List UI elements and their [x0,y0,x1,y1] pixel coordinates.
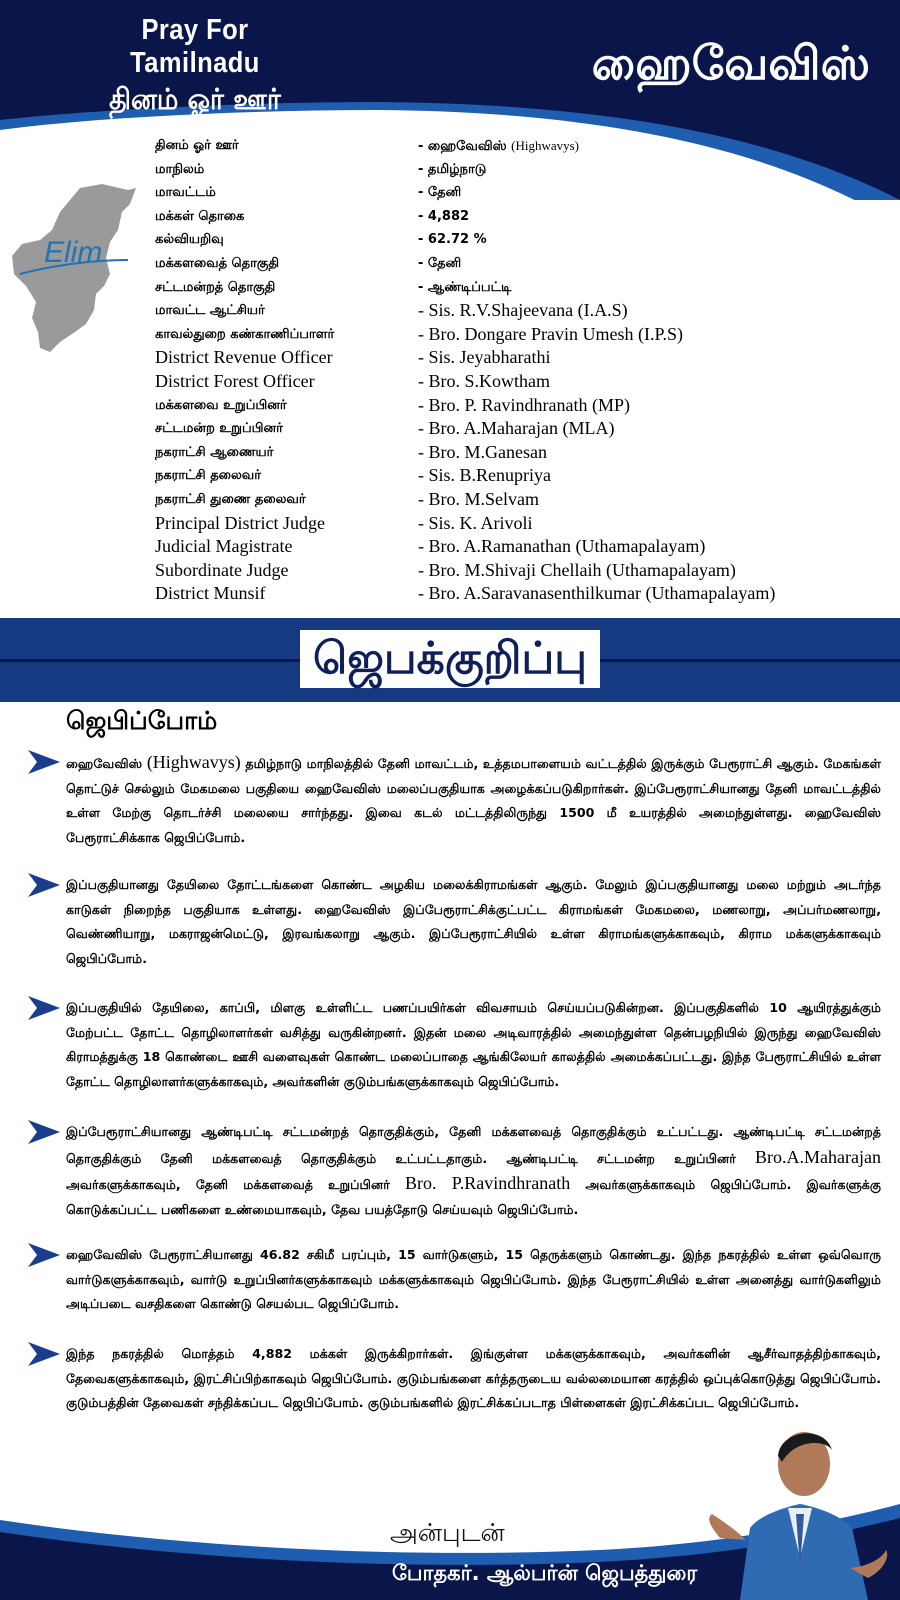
info-label: கல்வியறிவு [155,232,224,248]
info-value: - தேனி [418,185,462,201]
info-row [155,512,895,536]
header-tagline [80,14,310,120]
info-label: Subordinate Judge [155,559,289,580]
info-row [155,346,895,370]
info-value: - தேனி [418,255,462,271]
info-value [418,134,579,159]
info-value: - Bro. P. Ravindhranath (MP) [418,394,630,415]
header-line2: தினம் ஓர் ஊர் [109,82,281,116]
info-value: - ஆண்டிப்பட்டி [418,279,512,295]
paragraph-english-text: Bro.A.Maharajan [755,1146,881,1167]
band-divider-left [0,659,300,662]
info-value-text: - ஹைவேவிஸ் [418,139,512,154]
town-title: ஹைவேவிஸ் [591,36,870,90]
arrow-bullet-icon [28,1342,60,1366]
info-label: District Forest Officer [155,370,315,391]
prayer-subtitle: ஜெபிப்போம் [66,706,218,735]
info-value: - Sis. Jeyabharathi [418,347,551,368]
info-row [155,370,895,394]
info-row [155,299,895,323]
info-row [155,535,895,559]
info-value-extra: (Highwavys) [511,138,579,153]
info-label: District Munsif [155,583,266,604]
paragraph-text: அவர்களுக்காகவும், தேனி மக்களவைத் உறுப்பினர் [66,1177,405,1192]
prayer-paragraph [66,750,881,850]
info-value: - Bro. A.Ramanathan (Uthamapalayam) [418,536,706,557]
info-label: Principal District Judge [155,512,325,533]
map-label: Elim [44,236,103,269]
paragraph-text: இப்பேரூராட்சியானது ஆண்டிபட்டி சட்டமன்றத் தொகுதிக்கும், தேனி மக்களவைத் தொகுதிக்கும் உட்பட்டது. ஆண்டிபட்டி சட்டமன்றத் தொகுதிக்கும் தேனி மக்களவைத் தொகுதிக்கும் உட்பட்டதாகும். ஆண்டிபட்டி சட்டமன்ற உறுப்பினர் [66,1124,881,1166]
signoff-text: அன்புடன் [390,1518,505,1547]
info-row [155,559,895,583]
info-row [155,323,895,347]
paragraph-english-text: (Highwavys) [146,752,241,772]
info-value: - Bro. M.Ganesan [418,441,547,462]
paragraph-text: ஹைவேவிஸ் [66,756,147,771]
info-label: மக்கள் தொகை [155,208,245,224]
info-row [155,464,895,488]
info-label: நகராட்சி தலைவர் [155,468,262,484]
paragraph-text: தமிழ்நாடு மாநிலத்தில் தேனி மாவட்டம், உத்தமபாளையம் வட்டத்தில் இருக்கும் பேரூராட்சி ஆகும். மேகங்கள் தொட்டுச் செல்லும் மேகமலை பகுதியை ஹைவேவிஸ் மலைப்பகுதியாக அழைக்கப்படுகிறார்கள். இப்பேரூராட்சியானது தேனி மாவட்டத்தில் உள்ள மேற்கு தொடர்ச்சி மலையை சார்ந்தது. இவை கடல் மட்டத்திலிருந்து 1500 மீ உயரத்தில் அமைந்துள்ளது. ஹைவேவிஸ் பேரூராட்சிக்காக ஜெபிப்போம். [66,756,881,845]
arrow-bullet-icon [28,873,60,897]
info-value: - Bro. M.Shivaji Chellaih (Uthamapalayam) [418,559,736,580]
info-row [155,582,895,606]
info-label: சட்டமன்றத் தொகுதி [155,279,276,295]
prayer-paragraph: இந்த நகரத்தில் மொத்தம் 4,882 மக்கள் இருக்கிறார்கள். இங்குள்ள மக்களுக்காகவும், அவர்களின் ஆசீர்வாதத்திற்காகவும், தேவைகளுக்காகவும், இரட்சிப்பிற்காகவும் ஜெபிப்போம். குடும்பங்களை கர்த்தருடைய வல்லமையான கரத்தில் ஒப்புக்கொடுத்து ஜெபிப்போம். குடும்பத்தின் தேவைகள் சந்திக்கப்பட ஜெபிப்போம். குடும்பங்களில் இரட்சிக்கப்படாத பிள்ளைகள் இரட்சிக்கப்பட ஜெபிப்போம். [66,1346,881,1410]
info-label: மாவட்டம் [155,185,216,201]
info-value: - Sis. K. Arivoli [418,512,533,533]
info-value: - 62.72 % [418,232,487,248]
info-row [155,488,895,512]
paragraph-text: அவர்களுக்காகவும் ஜெபிப்போம். இவர்களுக்கு கொடுக்கப்பட்ட பணிகளை உண்மையாகவும், தேவ பயத்தோடு செய்யவும் ஜெபிப்போம். [66,1177,881,1217]
pastor-name: போதகர். ஆல்பர்ன் ஜெபத்துரை [392,1561,698,1585]
header-line1: Pray For Tamilnadu [130,14,260,79]
arrow-bullet-icon [28,1243,60,1267]
paragraph-english-text: Bro. P.Ravindhranath [404,1173,571,1193]
prayer-paragraph [66,1120,881,1222]
info-row [155,228,895,252]
prayer-paragraph: இப்பகுதியில் தேயிலை, காப்பி, மிளகு உள்ளிட்ட பணப்பயிர்கள் விவசாயம் செய்யப்படுகின்றன. இப்பகுதிகளில் 10 ஆயிரத்துக்கும் மேற்பட்ட தோட்ட தொழிலாளர்கள் வசித்து வருகின்றனர். இதன் மலை அடிவாரத்தில் அமைந்துள்ள தென்பழநியில் இருந்து ஹைவேவிஸ் கிராமத்துக்கு 18 கொண்டை ஊசி வளைவுகள் கொண்ட மலைப்பாதை ஆங்கிலேயர் காலத்தில் அமைக்கப்பட்டது. இந்த பேரூராட்சியில் உள்ள தோட்ட தொழிலாளர்களுக்காகவும், அவர்களின் குடும்பங்களுக்காகவும் ஜெபிப்போம். [66,1000,881,1089]
info-label: நகராட்சி துணை தலைவர் [155,491,306,507]
info-label: நகராட்சி ஆணையர் [155,444,274,460]
info-value: - Bro. A.Maharajan (MLA) [418,418,615,439]
info-value: - Sis. R.V.Shajeevana (I.A.S) [418,300,628,321]
info-label: மக்களவைத் தொகுதி [155,255,280,271]
info-row [155,417,895,441]
info-value: - தமிழ்நாடு [418,161,487,177]
prayer-band [0,618,900,702]
info-label: District Revenue Officer [155,347,333,368]
info-row [155,158,895,182]
prayer-paragraph: இப்பகுதியானது தேயிலை தோட்டங்களை கொண்ட அழகிய மலைக்கிராமங்கள் ஆகும். மேலும் இப்பகுதியானது மலை மற்றும் அடர்ந்த காடுகள் நிறைந்த பகுதியாக உள்ளது. ஹைவேவிஸ் இப்பேரூராட்சிக்குட்பட்ட கிராமங்கள் மேகமலை, மணலாறு, அப்பர்மணலாறு, வெண்ணியாறு, மகராஜன்மெட்டு, இரவங்கலாறு ஆகும். இப்பேரூராட்சியில் உள்ள கிராமங்களுக்காகவும், கிராம மக்களுக்காகவும் ஜெபிப்போம். [66,877,881,966]
town-info-table [155,134,895,606]
info-value: - 4,882 [418,208,470,224]
info-value: - Bro. S.Kowtham [418,370,550,391]
info-row [155,134,895,158]
info-label: மாவட்ட ஆட்சியர் [155,303,265,319]
info-value: - Sis. B.Renupriya [418,465,551,486]
info-label: மாநிலம் [155,161,205,177]
arrow-bullet-icon [28,1120,60,1144]
info-value: - Bro. Dongare Pravin Umesh (I.P.S) [418,323,683,344]
info-row [155,181,895,205]
arrow-bullet-icon [28,996,60,1020]
info-label: மக்களவை உறுப்பினர் [155,397,287,413]
info-row [155,276,895,300]
prayer-band-title: ஜெபக்குறிப்பு [300,630,600,688]
info-label: சட்டமன்ற உறுப்பினர் [155,421,283,437]
info-row [155,394,895,418]
arrow-bullet-icon [28,750,60,774]
info-row [155,252,895,276]
pastor-photo [700,1418,900,1600]
info-row [155,205,895,229]
info-row [155,441,895,465]
band-divider-right [600,659,900,662]
info-label: காவல்துறை கண்காணிப்பாளர் [155,326,335,342]
info-label: தினம் ஓர் ஊர் [155,138,239,153]
info-value: - Bro. M.Selvam [418,488,539,509]
prayer-paragraph: ஹைவேவிஸ் பேரூராட்சியானது 46.82 சகிமீ பரப்பும், 15 வார்டுகளும், 15 தெருக்களும் கொண்டது. இந்த நகரத்தில் உள்ள ஒவ்வொரு வார்டுகளுக்காகவும், வார்டு உறுப்பினர்களுக்காகவும் மக்களுக்காகவும் ஜெபிப்போம். இந்த பேரூராட்சியில் உள்ள அனைத்து வார்டுகளிலும் அடிப்படை வசதிகளை கொண்டு செயல்பட ஜெபிப்போம். [66,1247,881,1311]
info-label: Judicial Magistrate [155,536,293,557]
info-value: - Bro. A.Saravanasenthilkumar (Uthamapalayam) [418,583,776,604]
